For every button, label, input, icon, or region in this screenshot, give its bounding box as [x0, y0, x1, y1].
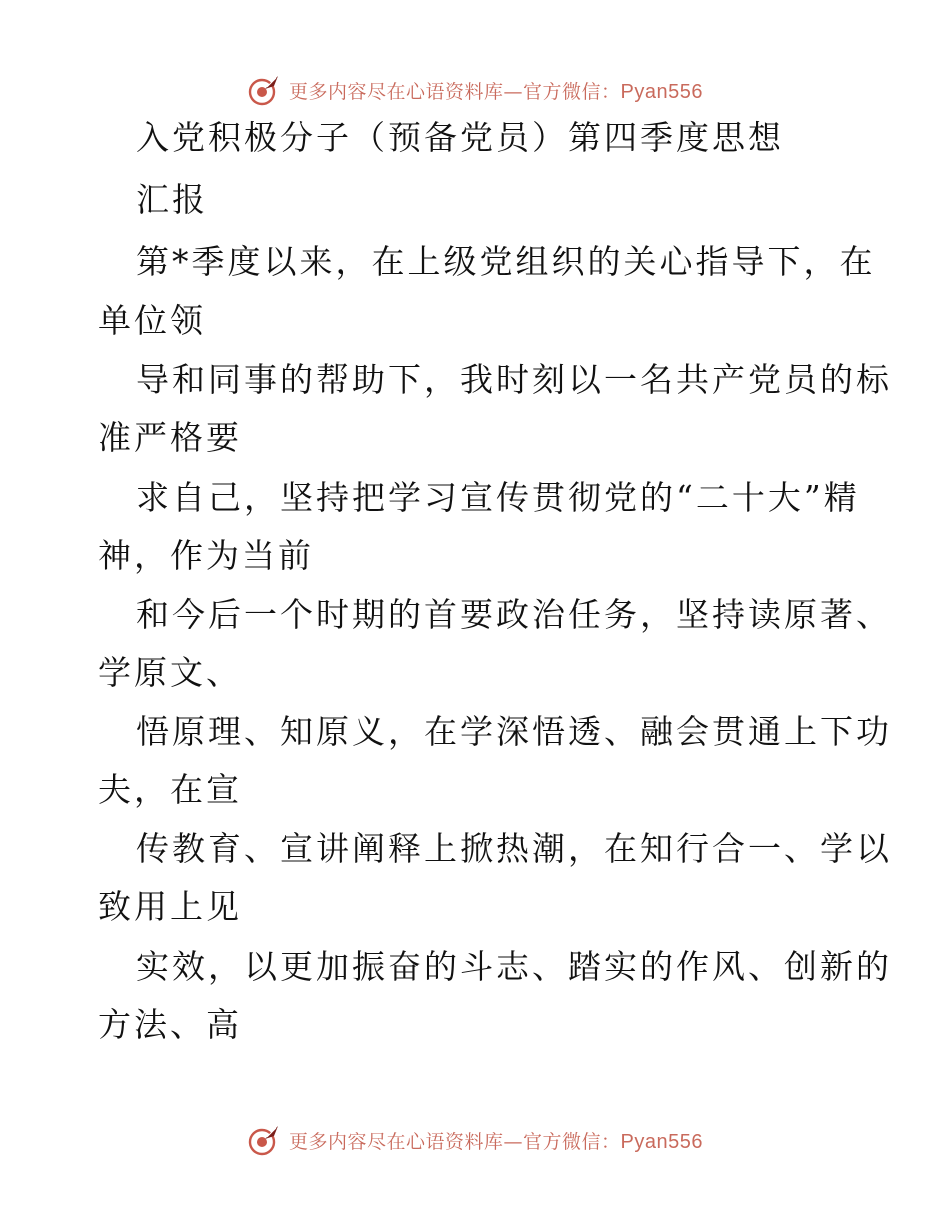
- watermark-cn: 更多内容尽在心语资料库: [289, 1130, 504, 1153]
- paragraph-line: 导和同事的帮助下，我时刻以一名共产党员的标: [136, 360, 892, 399]
- header-watermark: [0, 70, 950, 110]
- watermark-text: [289, 1127, 703, 1154]
- paragraph-line: 学原文、: [98, 653, 242, 692]
- watermark-dash: —: [503, 1130, 524, 1153]
- quill-logo-icon: [247, 1123, 281, 1157]
- paragraph-line: 传教育、宣讲阐释上掀热潮，在知行合一、学以: [136, 829, 892, 868]
- paragraph-line: 第*季度以来，在上级党组织的关心指导下，在: [136, 242, 876, 281]
- paragraph-line: 求自己，坚持把学习宣传贯彻党的“二十大”精: [136, 478, 860, 517]
- title-line-2: 汇报: [136, 180, 208, 219]
- paragraph-line: 神，作为当前: [98, 536, 314, 575]
- quill-logo-icon: [247, 73, 281, 107]
- watermark-cn: 更多内容尽在心语资料库: [289, 80, 504, 103]
- footer-watermark: [0, 1120, 950, 1160]
- watermark-label: 官方微信：: [523, 80, 621, 103]
- paragraph-line: 实效，以更加振奋的斗志、踏实的作风、创新的: [136, 947, 892, 986]
- watermark-id: Pyan556: [620, 1130, 703, 1153]
- paragraph-line: 单位领: [98, 301, 206, 340]
- watermark-label: 官方微信：: [523, 1130, 621, 1153]
- watermark-text: [289, 77, 703, 104]
- paragraph-line: 致用上见: [98, 887, 242, 926]
- paragraph-line: 准严格要: [98, 418, 242, 457]
- paragraph-line: 悟原理、知原义，在学深悟透、融会贯通上下功: [136, 712, 892, 751]
- watermark-dash: —: [503, 80, 524, 103]
- paragraph-line: 方法、高: [98, 1005, 242, 1044]
- title-line-1: 入党积极分子（预备党员）第四季度思想: [136, 118, 784, 157]
- paragraph-line: 和今后一个时期的首要政治任务，坚持读原著、: [136, 595, 892, 634]
- paragraph-line: 夫，在宣: [98, 770, 242, 809]
- watermark-id: Pyan556: [620, 80, 703, 103]
